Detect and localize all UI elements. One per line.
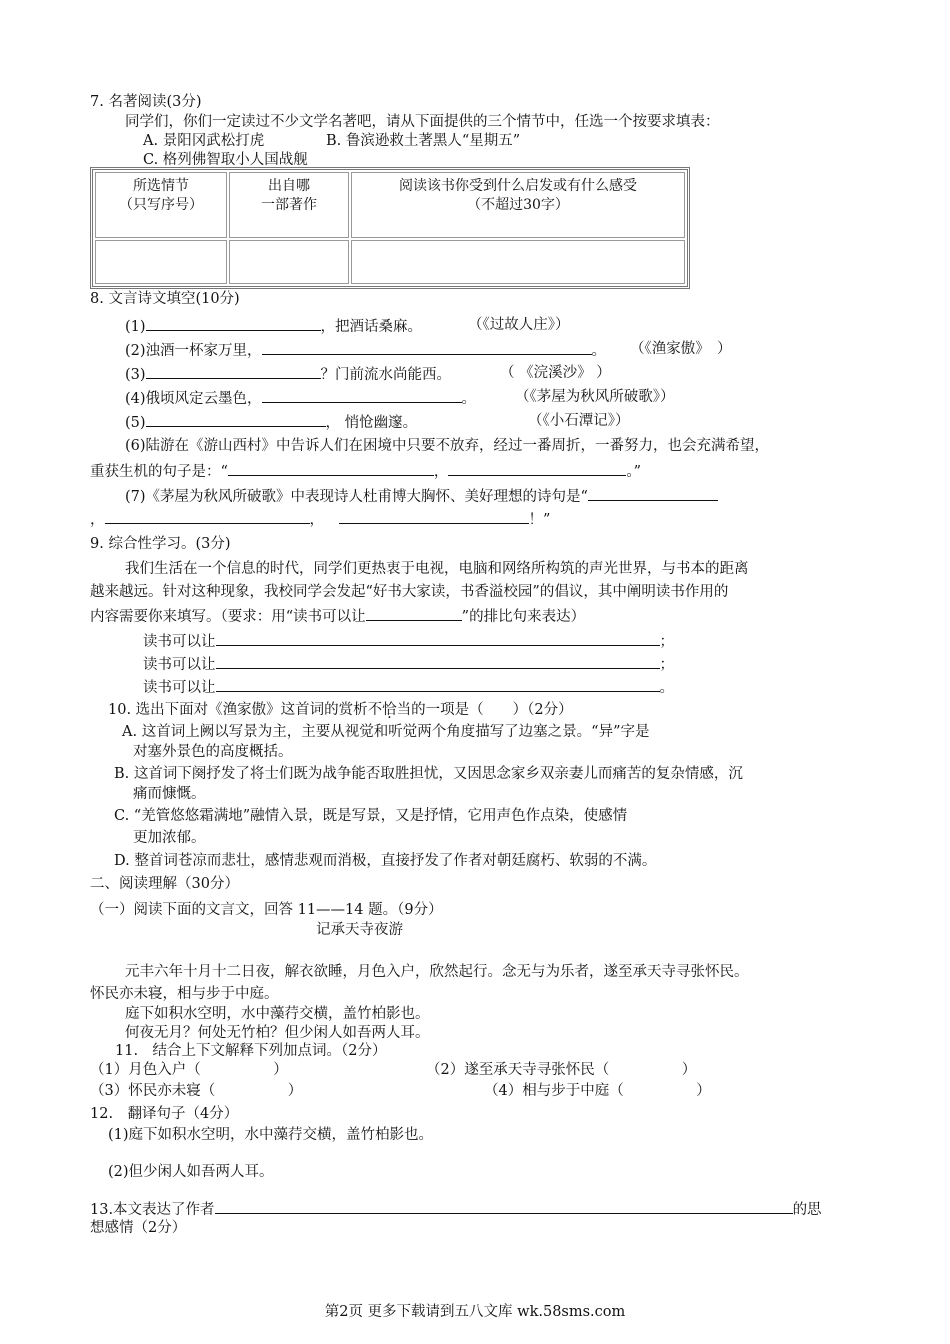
table-header-book: 出自哪 一部著作	[229, 172, 349, 238]
q9-row-3: 读书可以让 。	[143, 676, 674, 698]
q10-option-c-2: 更加浓郁。	[133, 830, 206, 846]
q7-option-c: C. 格列佛智取小人国战舰	[143, 152, 308, 168]
page-footer: 第2页 更多下载请到五八文库 wk.58sms.com	[324, 1304, 626, 1320]
blank[interactable]	[105, 508, 310, 524]
passage-line-2: 怀民亦未寝，相与步于中庭。	[90, 986, 279, 1002]
q10-option-b-1: B. 这首词下阕抒发了将士们既为战争能否取胜担忧，又因思念家乡双亲妻儿而痛苦的复杂情感，沉	[114, 766, 743, 782]
q8-source-4: （《茅屋为秋风所破歌》）	[515, 389, 675, 405]
blank[interactable]	[366, 605, 462, 621]
q8-line-2: (2)浊酒一杯家万里， 。	[125, 339, 606, 361]
q11-item-3: （3）怀民亦未寝（ ）	[90, 1083, 303, 1099]
q8-line-5: (5) ， 悄怆幽邃。	[125, 411, 417, 433]
q10-option-c-1: C. “羌管悠悠霜满地”融情入景，既是写景，又是抒情，它用声色作点染，使感情	[114, 808, 628, 824]
q8-source-3: （ 《浣溪沙》 ）	[500, 365, 611, 381]
blank[interactable]	[146, 315, 321, 331]
table-cell-insight[interactable]	[351, 240, 685, 284]
blank[interactable]	[215, 1198, 793, 1214]
q8-line-6a: (6)陆游在《游山西村》中告诉人们在困境中只要不放弃，经过一番周折，一番努力，也会充满希望，	[125, 438, 770, 454]
q9-para-3: 内容需要你来填写。（要求：用“读书可以让 ”的排比句来表达）	[90, 605, 585, 627]
blank[interactable]	[216, 653, 660, 669]
blank[interactable]	[216, 676, 660, 692]
blank[interactable]	[228, 460, 434, 476]
q12-sentence-1: (1)庭下如积水空明，水中藻荇交横，盖竹柏影也。	[108, 1127, 434, 1143]
part2-heading: 二、阅读理解（30分）	[90, 876, 239, 892]
q11-item-1: （1）月色入户（ ）	[90, 1062, 288, 1078]
q9-row-1: 读书可以让 ；	[143, 630, 674, 652]
passage-line-4: 何夜无月？何处无竹柏？但少闲人如吾两人耳。	[125, 1025, 430, 1041]
table-header-plot: 所选情节 （只写序号）	[95, 172, 227, 238]
q11-item-2: （2）遂至承天寺寻张怀民（ ）	[426, 1062, 697, 1078]
q8-line-3: (3) ？门前流水尚能西。	[125, 363, 451, 385]
blank[interactable]	[146, 363, 321, 379]
q8-line-6b: 重获生机的句子是：“ ， 。”	[90, 460, 641, 482]
blank[interactable]	[588, 485, 718, 501]
q8-heading: 8. 文言诗文填空(10分)	[90, 291, 240, 307]
passage-line-1: 元丰六年十月十二日夜，解衣欲睡，月色入户，欣然起行。念无与为乐者，遂至承天寺寻张怀民。	[125, 964, 749, 980]
blank[interactable]	[216, 630, 660, 646]
q7-heading: 7. 名著阅读(3分)	[90, 94, 202, 110]
blank[interactable]	[339, 508, 529, 524]
q8-source-1: （《过故人庄》）	[468, 317, 570, 333]
q13-line-1: 13.本文表达了作者 的思	[90, 1198, 822, 1220]
q9-heading: 9. 综合性学习。(3分)	[90, 536, 231, 552]
q10-option-a-2: 对塞外景色的高度概括。	[133, 744, 293, 760]
q8-line-7b: ， ， ！”	[90, 508, 550, 530]
q8-source-5: （《小石潭记》）	[528, 413, 630, 429]
table-cell-plot[interactable]	[95, 240, 227, 284]
table-header-insight: 阅读该书你受到什么启发或有什么感受 （不超过30字）	[351, 172, 685, 238]
q7-intro: 同学们，你们一定读过不少文学名著吧，请从下面提供的三个情节中，任选一个按要求填表：	[125, 114, 720, 130]
q7-option-b: B. 鲁滨逊救土著黑人“星期五”	[326, 133, 521, 149]
q8-line-4: (4)俄顷风定云墨色， 。	[125, 387, 476, 409]
q10-option-a-1: A. 这首词上阙以写景为主，主要从视觉和听觉两个角度描写了边塞之景。“异”字是	[122, 724, 650, 740]
passage-line-3: 庭下如积水空明，水中藻荇交横，盖竹柏影也。	[125, 1006, 430, 1022]
blank[interactable]	[262, 387, 462, 403]
q9-row-2: 读书可以让 ；	[143, 653, 674, 675]
q10-option-d: D. 整首词苍凉而悲壮，感情悲观而消极，直接抒发了作者对朝廷腐朽、软弱的不满。	[114, 853, 657, 869]
q10-heading: 10. 选出下面对《渔家傲》这首词的赏析不恰当的一项是（ ）（2分）	[108, 702, 573, 718]
q11-heading: 11. 结合上下文解释下列加点词。（2分）	[115, 1043, 387, 1059]
q12-sentence-2: (2)但少闲人如吾两人耳。	[108, 1164, 274, 1180]
q8-source-2: （《渔家傲》 ）	[630, 341, 732, 357]
q8-line-7a: (7)《茅屋为秋风所破歌》中表现诗人杜甫博大胸怀、美好理想的诗句是“	[125, 485, 718, 507]
q9-para-1: 我们生活在一个信息的时代，同学们更热衷于电视，电脑和网络所构筑的声光世界，与书本的距离	[125, 561, 749, 577]
blank[interactable]	[262, 339, 592, 355]
part2-subheading: （一）阅读下面的文言文，回答 11——14 题。（9分）	[90, 902, 443, 918]
q7-option-a: A. 景阳冈武松打虎	[143, 133, 265, 149]
q13-line-2: 想感情（2分）	[90, 1220, 187, 1236]
blank[interactable]	[146, 411, 326, 427]
q12-heading: 12. 翻译句子（4分）	[90, 1106, 239, 1122]
reading-table	[90, 167, 690, 289]
q10-option-b-2: 痛而慷慨。	[133, 786, 206, 802]
table-cell-book[interactable]	[229, 240, 349, 284]
blank[interactable]	[448, 460, 626, 476]
passage-title: 记承天寺夜游	[316, 922, 403, 938]
q9-para-2: 越来越远。针对这种现象，我校同学会发起“好书大家读，书香溢校园”的倡议，其中阐明读书作用的	[90, 584, 729, 600]
q11-item-4: （4）相与步于中庭（ ）	[484, 1083, 711, 1099]
q8-line-1: (1) ，把酒话桑麻。	[125, 315, 422, 337]
